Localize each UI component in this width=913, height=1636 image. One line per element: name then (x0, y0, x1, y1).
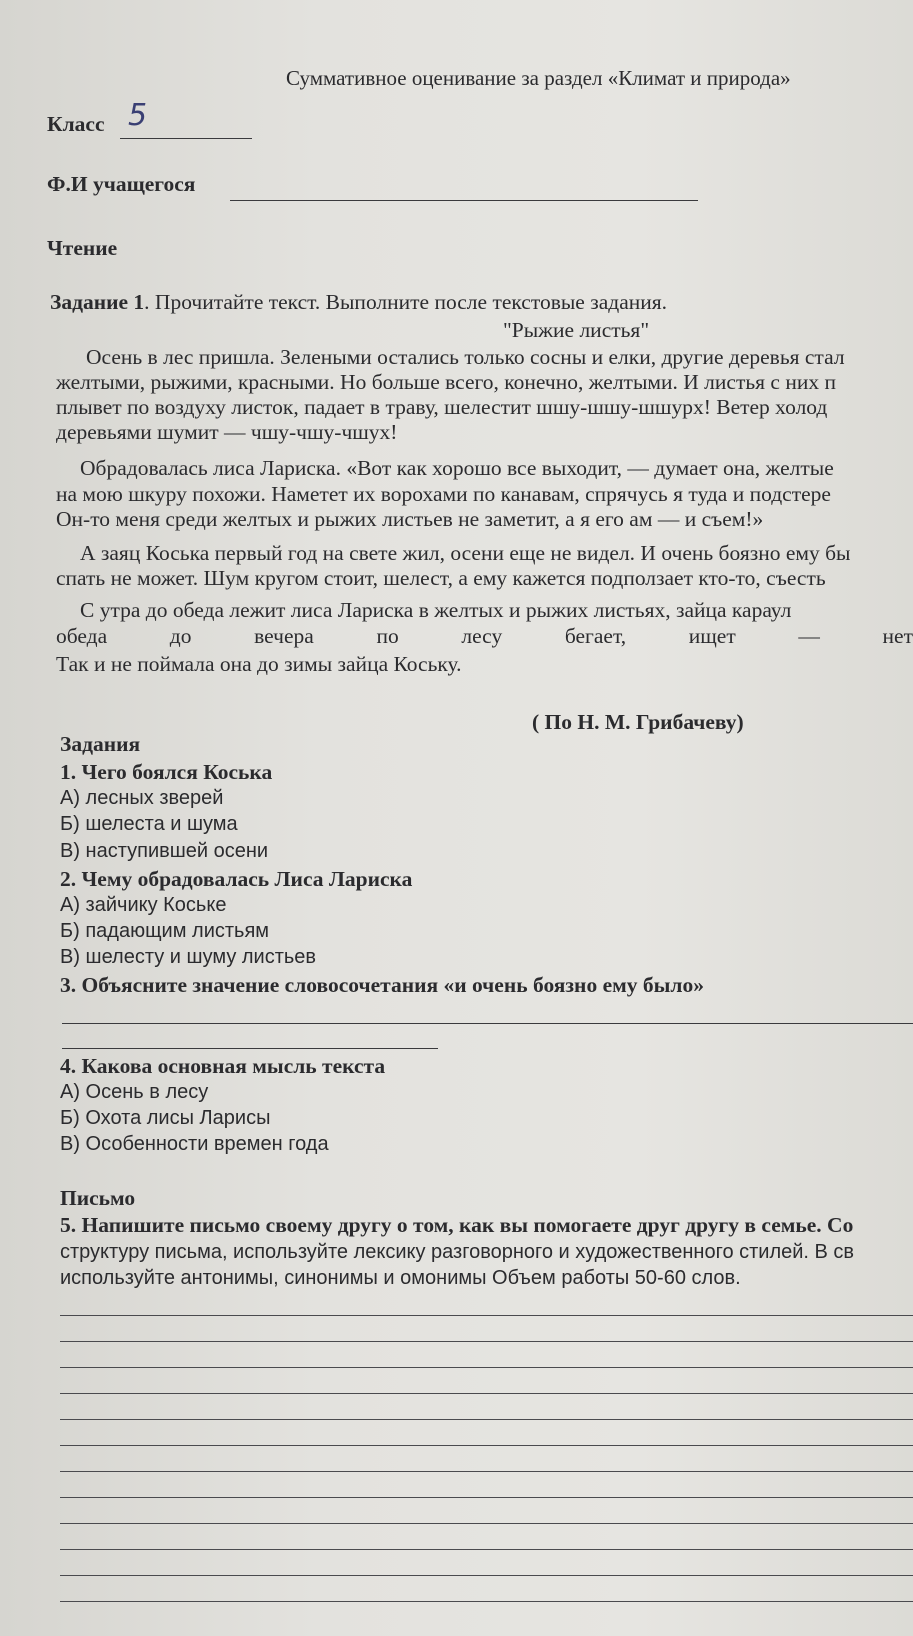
writing-line (60, 1497, 913, 1498)
task1-heading (50, 290, 667, 315)
text-line: Осень в лес пришла. Зелеными остались только сосны и елки, другие деревья стал (86, 345, 845, 369)
writing-line (60, 1523, 913, 1524)
q2-option-b: Б) падающим листьям (60, 920, 270, 942)
question-5-line3: используйте антонимы, синонимы и омонимы Объем работы 50-60 слов. (60, 1267, 741, 1289)
word: бегает, (564, 624, 627, 648)
section-reading: Чтение (47, 236, 118, 260)
text-line: Так и не поймала она до зимы зайца Коську. (56, 652, 462, 676)
question-5-line2: структуру письма, используйте лексику разговорного и художественного стилей. В св (60, 1241, 855, 1263)
student-name-line (230, 200, 698, 201)
q3-answer-line (62, 1023, 913, 1024)
class-answer-line (120, 138, 252, 139)
class-value-handwritten: 5 (128, 98, 148, 133)
task1-instruction: . Прочитайте текст. Выполните после текстовые задания. (144, 290, 668, 314)
page-title: Суммативное оценивание за раздел «Климат и природа» (286, 66, 791, 90)
question-1: 1. Чего боялся Коська (60, 760, 273, 784)
q3-answer-line (62, 1048, 438, 1049)
q4-option-c: В) Особенности времен года (60, 1133, 329, 1155)
text-line: деревьями шумит — чшу-чшу-чшух! (56, 420, 398, 444)
student-name-label: Ф.И учащегося (47, 172, 196, 196)
section-writing: Письмо (60, 1186, 136, 1210)
author-credit: ( По Н. М. Грибачеву) (532, 710, 744, 734)
writing-line (60, 1471, 913, 1472)
word: обеда (56, 624, 108, 648)
question-3: 3. Объясните значение словосочетания «и очень боязно ему было» (60, 973, 704, 997)
text-title: "Рыжие листья" (503, 318, 650, 342)
q2-option-a: А) зайчику Коське (60, 894, 227, 916)
writing-line (60, 1445, 913, 1446)
text-line: спать не может. Шум кругом стоит, шелест, а ему кажется подползает кто-то, съесть (56, 566, 826, 590)
text-line: желтыми, рыжими, красными. Но больше всего, конечно, желтыми. И листья с них п (56, 370, 836, 394)
writing-line (60, 1341, 913, 1342)
q5-bold-tail: Со (821, 1213, 854, 1237)
q1-option-c: В) наступившей осени (60, 840, 269, 862)
writing-line (60, 1419, 913, 1420)
word: лесу (461, 624, 503, 648)
text-line: Обрадовалась лиса Лариска. «Вот как хорошо все выходит, — думает она, желтые (80, 456, 834, 480)
q5-bold: 5. Напишите письмо своему другу о том, как вы помогаете друг другу в семье. (60, 1213, 822, 1237)
writing-line (60, 1367, 913, 1368)
writing-line (60, 1575, 913, 1576)
word: нет (882, 624, 913, 648)
text-line: на мою шкуру похожи. Наметет их ворохами по канавам, спрячусь я туда и подстере (56, 482, 831, 506)
word: ищет (688, 624, 736, 648)
text-line: плывет по воздуху листок, падает в траву, шелестит шшу-шшу-шшурх! Ветер холод (56, 395, 828, 419)
text-line: Он-то меня среди желтых и рыжих листьев не заметит, а я его ам — и съем!» (56, 507, 764, 531)
q4-option-b: Б) Охота лисы Ларисы (60, 1107, 271, 1129)
task1-label: Задание 1 (50, 290, 145, 314)
tasks-heading: Задания (60, 732, 141, 756)
word: до (169, 624, 192, 648)
writing-line (60, 1393, 913, 1394)
writing-line (60, 1315, 913, 1316)
q4-option-a: А) Осень в лесу (60, 1081, 209, 1103)
text-line: С утра до обеда лежит лиса Лариска в желтых и рыжих листьях, зайца караул (80, 598, 792, 622)
question-5-line1 (60, 1213, 853, 1238)
q1-option-a: А) лесных зверей (60, 787, 224, 809)
question-4: 4. Какова основная мысль текста (60, 1054, 386, 1078)
writing-line (60, 1601, 913, 1602)
word: вечера (254, 624, 314, 648)
q1-option-b: Б) шелеста и шума (60, 813, 238, 835)
word: — (798, 624, 820, 648)
class-label: Класс (47, 112, 105, 136)
word: по (376, 624, 399, 648)
text-line-justified (56, 624, 913, 649)
text-line: А заяц Коська первый год на свете жил, осени еще не видел. И очень боязно ему бы (80, 541, 851, 565)
q2-option-c: В) шелесту и шуму листьев (60, 946, 317, 968)
question-2: 2. Чему обрадовалась Лиса Лариска (60, 867, 413, 891)
writing-line (60, 1549, 913, 1550)
